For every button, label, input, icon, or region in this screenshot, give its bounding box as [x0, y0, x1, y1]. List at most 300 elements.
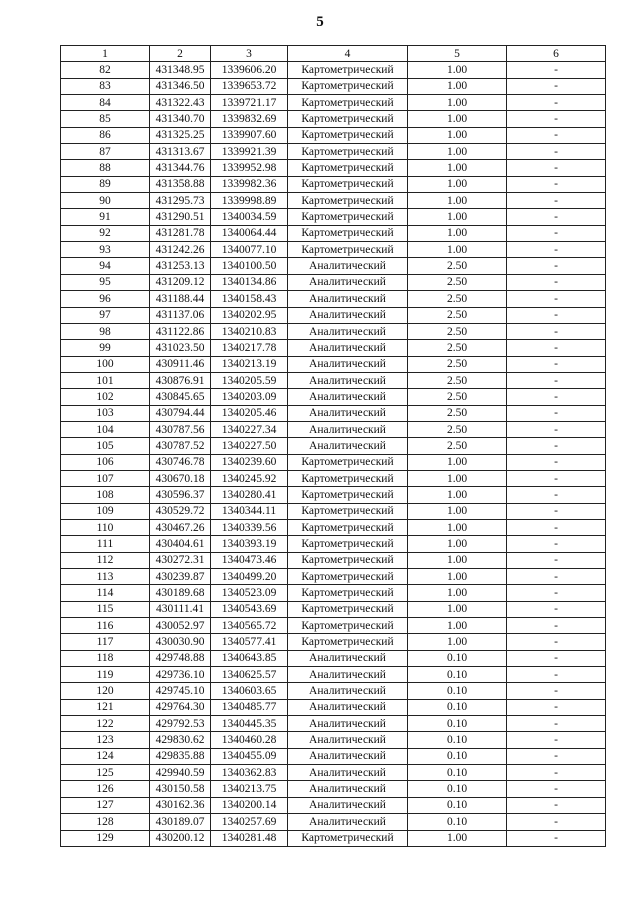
table-cell: 1340257.69	[211, 814, 288, 830]
table-cell: 117	[61, 634, 150, 650]
table-cell: 431290.51	[150, 209, 211, 225]
table-cell: 431344.76	[150, 160, 211, 176]
table-row	[61, 503, 606, 519]
table-cell: -	[507, 95, 606, 111]
table-cell: 1.00	[408, 127, 507, 143]
page-number: 5	[316, 14, 324, 30]
table-cell: 430529.72	[150, 503, 211, 519]
table-cell: Картометрический	[288, 193, 408, 209]
table-cell: 1.00	[408, 160, 507, 176]
table-cell: 0.10	[408, 667, 507, 683]
table-cell: 1340625.57	[211, 667, 288, 683]
table-cell: Картометрический	[288, 78, 408, 94]
table-cell: -	[507, 438, 606, 454]
table-cell: Картометрический	[288, 519, 408, 535]
table-cell: Аналитический	[288, 356, 408, 372]
table-cell: 123	[61, 732, 150, 748]
table-row	[61, 454, 606, 470]
table-cell: 0.10	[408, 716, 507, 732]
table-cell: -	[507, 405, 606, 421]
table-cell: 1340523.09	[211, 585, 288, 601]
table-cell: Картометрический	[288, 454, 408, 470]
table-cell: -	[507, 519, 606, 535]
table-cell: Картометрический	[288, 242, 408, 258]
table-cell: Аналитический	[288, 650, 408, 666]
table-cell: 1.00	[408, 552, 507, 568]
table-row	[61, 519, 606, 535]
table-cell: 1339982.36	[211, 176, 288, 192]
column-header: 6	[507, 46, 606, 62]
table-cell: -	[507, 536, 606, 552]
table-cell: 1.00	[408, 176, 507, 192]
table-cell: Аналитический	[288, 389, 408, 405]
table-cell: Аналитический	[288, 732, 408, 748]
table-cell: 96	[61, 291, 150, 307]
table-cell: 0.10	[408, 699, 507, 715]
table-cell: 127	[61, 797, 150, 813]
table-cell: -	[507, 781, 606, 797]
table-cell: 1.00	[408, 487, 507, 503]
table-cell: 109	[61, 503, 150, 519]
table-cell: 83	[61, 78, 150, 94]
table-cell: Картометрический	[288, 176, 408, 192]
table-cell: 101	[61, 372, 150, 388]
table-cell: 430111.41	[150, 601, 211, 617]
table-row	[61, 470, 606, 486]
table-cell: Аналитический	[288, 291, 408, 307]
table-cell: -	[507, 683, 606, 699]
table-cell: Аналитический	[288, 699, 408, 715]
table-cell: 430467.26	[150, 519, 211, 535]
table-cell: 1340227.50	[211, 438, 288, 454]
table-cell: Картометрический	[288, 95, 408, 111]
table-cell: 431346.50	[150, 78, 211, 94]
table-cell: 129	[61, 830, 150, 846]
table-cell: 430876.91	[150, 372, 211, 388]
table-cell: 1.00	[408, 225, 507, 241]
table-cell: Картометрический	[288, 160, 408, 176]
table-cell: 1.00	[408, 78, 507, 94]
table-cell: -	[507, 618, 606, 634]
table-cell: 2.50	[408, 258, 507, 274]
table-cell: Картометрический	[288, 536, 408, 552]
table-cell: 108	[61, 487, 150, 503]
table-row	[61, 144, 606, 160]
table-row	[61, 242, 606, 258]
table-row	[61, 618, 606, 634]
table-cell: 1340213.19	[211, 356, 288, 372]
table-cell: Аналитический	[288, 781, 408, 797]
table-cell: Картометрический	[288, 601, 408, 617]
table-cell: -	[507, 748, 606, 764]
table-cell: 1340077.10	[211, 242, 288, 258]
table-cell: 112	[61, 552, 150, 568]
table-cell: 118	[61, 650, 150, 666]
table-cell: -	[507, 340, 606, 356]
table-row	[61, 585, 606, 601]
table-row	[61, 487, 606, 503]
table-cell: 1.00	[408, 569, 507, 585]
table-row	[61, 62, 606, 78]
table-row	[61, 797, 606, 813]
table-cell: 431122.86	[150, 323, 211, 339]
table-cell: 431242.26	[150, 242, 211, 258]
table-cell: 2.50	[408, 274, 507, 290]
table-cell: 1340034.59	[211, 209, 288, 225]
table-cell: -	[507, 258, 606, 274]
table-cell: 1.00	[408, 536, 507, 552]
table-cell: 1.00	[408, 830, 507, 846]
table-cell: 0.10	[408, 814, 507, 830]
table-cell: 1340281.48	[211, 830, 288, 846]
table-cell: 116	[61, 618, 150, 634]
table-cell: -	[507, 176, 606, 192]
table-cell: 2.50	[408, 421, 507, 437]
table-cell: 1.00	[408, 242, 507, 258]
table-cell: 1340643.85	[211, 650, 288, 666]
table-cell: -	[507, 487, 606, 503]
table-row	[61, 552, 606, 568]
table-cell: 1340203.09	[211, 389, 288, 405]
table-cell: 2.50	[408, 372, 507, 388]
table-cell: Картометрический	[288, 62, 408, 78]
table-cell: 84	[61, 95, 150, 111]
table-cell: 430787.52	[150, 438, 211, 454]
table-row	[61, 699, 606, 715]
table-cell: 110	[61, 519, 150, 535]
table-cell: 2.50	[408, 405, 507, 421]
column-header: 3	[211, 46, 288, 62]
table-row	[61, 209, 606, 225]
table-cell: -	[507, 127, 606, 143]
table-cell: Аналитический	[288, 814, 408, 830]
table-cell: 430272.31	[150, 552, 211, 568]
table-cell: Картометрический	[288, 127, 408, 143]
table-cell: 430239.87	[150, 569, 211, 585]
table-cell: 1340213.75	[211, 781, 288, 797]
table-cell: 1339998.89	[211, 193, 288, 209]
column-header: 5	[408, 46, 507, 62]
table-cell: 1340245.92	[211, 470, 288, 486]
table-row	[61, 111, 606, 127]
table-cell: 85	[61, 111, 150, 127]
table-cell: -	[507, 814, 606, 830]
table-cell: 119	[61, 667, 150, 683]
table-cell: 0.10	[408, 797, 507, 813]
table-cell: 1.00	[408, 601, 507, 617]
table-cell: 430787.56	[150, 421, 211, 437]
table-cell: 430052.97	[150, 618, 211, 634]
table-cell: Аналитический	[288, 340, 408, 356]
table-cell: -	[507, 650, 606, 666]
table-cell: 111	[61, 536, 150, 552]
table-cell: 0.10	[408, 765, 507, 781]
table-cell: 430845.65	[150, 389, 211, 405]
column-header: 4	[288, 46, 408, 62]
table-cell: 121	[61, 699, 150, 715]
table-cell: 1.00	[408, 454, 507, 470]
table-cell: Картометрический	[288, 585, 408, 601]
table-row	[61, 748, 606, 764]
table-row	[61, 340, 606, 356]
table-cell: 1340239.60	[211, 454, 288, 470]
table-cell: 431023.50	[150, 340, 211, 356]
table-cell: 98	[61, 323, 150, 339]
table-cell: 430911.46	[150, 356, 211, 372]
table-cell: Картометрический	[288, 830, 408, 846]
table-row	[61, 683, 606, 699]
table-cell: 0.10	[408, 781, 507, 797]
table-cell: -	[507, 291, 606, 307]
table-cell: 431209.12	[150, 274, 211, 290]
table-cell: 1340339.56	[211, 519, 288, 535]
table-cell: -	[507, 585, 606, 601]
table-cell: 430189.07	[150, 814, 211, 830]
table-cell: -	[507, 569, 606, 585]
table-cell: 2.50	[408, 323, 507, 339]
table-cell: -	[507, 552, 606, 568]
table-cell: 429835.88	[150, 748, 211, 764]
table-cell: Аналитический	[288, 667, 408, 683]
table-cell: -	[507, 634, 606, 650]
table-cell: 89	[61, 176, 150, 192]
table-cell: 122	[61, 716, 150, 732]
table-cell: 1340455.09	[211, 748, 288, 764]
table-cell: -	[507, 160, 606, 176]
table-cell: 1340603.65	[211, 683, 288, 699]
table-cell: 1.00	[408, 144, 507, 160]
table-cell: Картометрический	[288, 503, 408, 519]
table-cell: 1339832.69	[211, 111, 288, 127]
table-row	[61, 389, 606, 405]
table-cell: 429792.53	[150, 716, 211, 732]
table-cell: 1340499.20	[211, 569, 288, 585]
table-cell: Картометрический	[288, 487, 408, 503]
table-row	[61, 569, 606, 585]
table-cell: -	[507, 78, 606, 94]
table-cell: 113	[61, 569, 150, 585]
table-cell: -	[507, 699, 606, 715]
table-cell: Картометрический	[288, 569, 408, 585]
table-cell: 2.50	[408, 291, 507, 307]
table-row	[61, 650, 606, 666]
table-cell: Картометрический	[288, 618, 408, 634]
column-header: 1	[61, 46, 150, 62]
table-cell: 1339653.72	[211, 78, 288, 94]
table-cell: 1340227.34	[211, 421, 288, 437]
table-cell: 430670.18	[150, 470, 211, 486]
table-row	[61, 258, 606, 274]
table-cell: Картометрический	[288, 144, 408, 160]
table-cell: 1340217.78	[211, 340, 288, 356]
table-cell: Аналитический	[288, 683, 408, 699]
table-cell: -	[507, 323, 606, 339]
table-cell: 2.50	[408, 356, 507, 372]
table-cell: -	[507, 307, 606, 323]
table-cell: -	[507, 111, 606, 127]
table-cell: -	[507, 503, 606, 519]
table-cell: 429830.62	[150, 732, 211, 748]
table-cell: 0.10	[408, 683, 507, 699]
table-cell: 430162.36	[150, 797, 211, 813]
table-cell: 114	[61, 585, 150, 601]
table-cell: 431188.44	[150, 291, 211, 307]
table-cell: 431137.06	[150, 307, 211, 323]
table-cell: 431358.88	[150, 176, 211, 192]
table-cell: 115	[61, 601, 150, 617]
table-cell: 1340445.35	[211, 716, 288, 732]
table-cell: 431253.13	[150, 258, 211, 274]
table-cell: 2.50	[408, 438, 507, 454]
table-cell: 429736.10	[150, 667, 211, 683]
table-cell: -	[507, 765, 606, 781]
table-cell: -	[507, 470, 606, 486]
table-cell: Аналитический	[288, 372, 408, 388]
table-cell: 1340485.77	[211, 699, 288, 715]
table-cell: 1.00	[408, 209, 507, 225]
table-row	[61, 536, 606, 552]
table-cell: Картометрический	[288, 225, 408, 241]
table-cell: 105	[61, 438, 150, 454]
table-cell: 1340205.59	[211, 372, 288, 388]
table-cell: 431313.67	[150, 144, 211, 160]
table-cell: 431325.25	[150, 127, 211, 143]
table-cell: 1339907.60	[211, 127, 288, 143]
table-cell: 1340362.83	[211, 765, 288, 781]
table-row	[61, 814, 606, 830]
table-row	[61, 372, 606, 388]
table-row	[61, 421, 606, 437]
table-cell: -	[507, 389, 606, 405]
table-row	[61, 225, 606, 241]
table-cell: -	[507, 62, 606, 78]
table-cell: Аналитический	[288, 748, 408, 764]
table-row	[61, 356, 606, 372]
coordinates-table	[60, 45, 606, 847]
table-cell: -	[507, 372, 606, 388]
table-row	[61, 274, 606, 290]
table-cell: 430189.68	[150, 585, 211, 601]
table-cell: Аналитический	[288, 765, 408, 781]
table-cell: 124	[61, 748, 150, 764]
table-cell: 430746.78	[150, 454, 211, 470]
table-cell: Картометрический	[288, 470, 408, 486]
table-cell: Аналитический	[288, 405, 408, 421]
table-row	[61, 634, 606, 650]
table-cell: 2.50	[408, 307, 507, 323]
table-cell: 1340543.69	[211, 601, 288, 617]
table-cell: 429764.30	[150, 699, 211, 715]
table-cell: 92	[61, 225, 150, 241]
table-cell: 120	[61, 683, 150, 699]
table-cell: Аналитический	[288, 323, 408, 339]
table-cell: 1340344.11	[211, 503, 288, 519]
table-cell: -	[507, 225, 606, 241]
table-cell: 1339721.17	[211, 95, 288, 111]
table-header-row	[61, 46, 606, 62]
table-row	[61, 601, 606, 617]
table-row	[61, 291, 606, 307]
table-cell: Аналитический	[288, 274, 408, 290]
table-cell: 431348.95	[150, 62, 211, 78]
table-cell: 128	[61, 814, 150, 830]
table-cell: 430404.61	[150, 536, 211, 552]
table-cell: Аналитический	[288, 307, 408, 323]
table-cell: -	[507, 667, 606, 683]
table-cell: -	[507, 242, 606, 258]
table-cell: -	[507, 209, 606, 225]
table-cell: -	[507, 454, 606, 470]
table-cell: 1340200.14	[211, 797, 288, 813]
table-cell: 1340565.72	[211, 618, 288, 634]
table-cell: 1340158.43	[211, 291, 288, 307]
table-row	[61, 405, 606, 421]
table-cell: -	[507, 421, 606, 437]
table-cell: 93	[61, 242, 150, 258]
table-row	[61, 716, 606, 732]
table-cell: 1339606.20	[211, 62, 288, 78]
table-cell: 1.00	[408, 503, 507, 519]
table-cell: 1340210.83	[211, 323, 288, 339]
table-cell: 1.00	[408, 193, 507, 209]
table-cell: -	[507, 356, 606, 372]
table-cell: 0.10	[408, 650, 507, 666]
table-cell: 1.00	[408, 634, 507, 650]
table-cell: 431295.73	[150, 193, 211, 209]
table-cell: 429940.59	[150, 765, 211, 781]
table-cell: Аналитический	[288, 421, 408, 437]
table-cell: 1340134.86	[211, 274, 288, 290]
table-cell: 82	[61, 62, 150, 78]
table-cell: Картометрический	[288, 634, 408, 650]
table-cell: 430200.12	[150, 830, 211, 846]
table-cell: 103	[61, 405, 150, 421]
table-cell: 1.00	[408, 585, 507, 601]
table-row	[61, 193, 606, 209]
table-cell: 430596.37	[150, 487, 211, 503]
table-cell: 1340064.44	[211, 225, 288, 241]
table-row	[61, 781, 606, 797]
table-row	[61, 667, 606, 683]
table-cell: 1339921.39	[211, 144, 288, 160]
table-cell: 430794.44	[150, 405, 211, 421]
table-cell: -	[507, 274, 606, 290]
table-cell: 90	[61, 193, 150, 209]
table-cell: 102	[61, 389, 150, 405]
table-cell: 91	[61, 209, 150, 225]
table-row	[61, 765, 606, 781]
table-row	[61, 732, 606, 748]
table-cell: -	[507, 193, 606, 209]
column-header: 2	[150, 46, 211, 62]
table-cell: Картометрический	[288, 552, 408, 568]
table-cell: 125	[61, 765, 150, 781]
table-cell: 1340280.41	[211, 487, 288, 503]
table-cell: 2.50	[408, 389, 507, 405]
table-cell: 99	[61, 340, 150, 356]
table-cell: 1340393.19	[211, 536, 288, 552]
table-cell: 104	[61, 421, 150, 437]
table-cell: 2.50	[408, 340, 507, 356]
table-cell: 1.00	[408, 95, 507, 111]
table-cell: 106	[61, 454, 150, 470]
table-cell: 87	[61, 144, 150, 160]
table-row	[61, 160, 606, 176]
table-cell: 1340460.28	[211, 732, 288, 748]
table-cell: 107	[61, 470, 150, 486]
table-row	[61, 323, 606, 339]
table-cell: 1340577.41	[211, 634, 288, 650]
